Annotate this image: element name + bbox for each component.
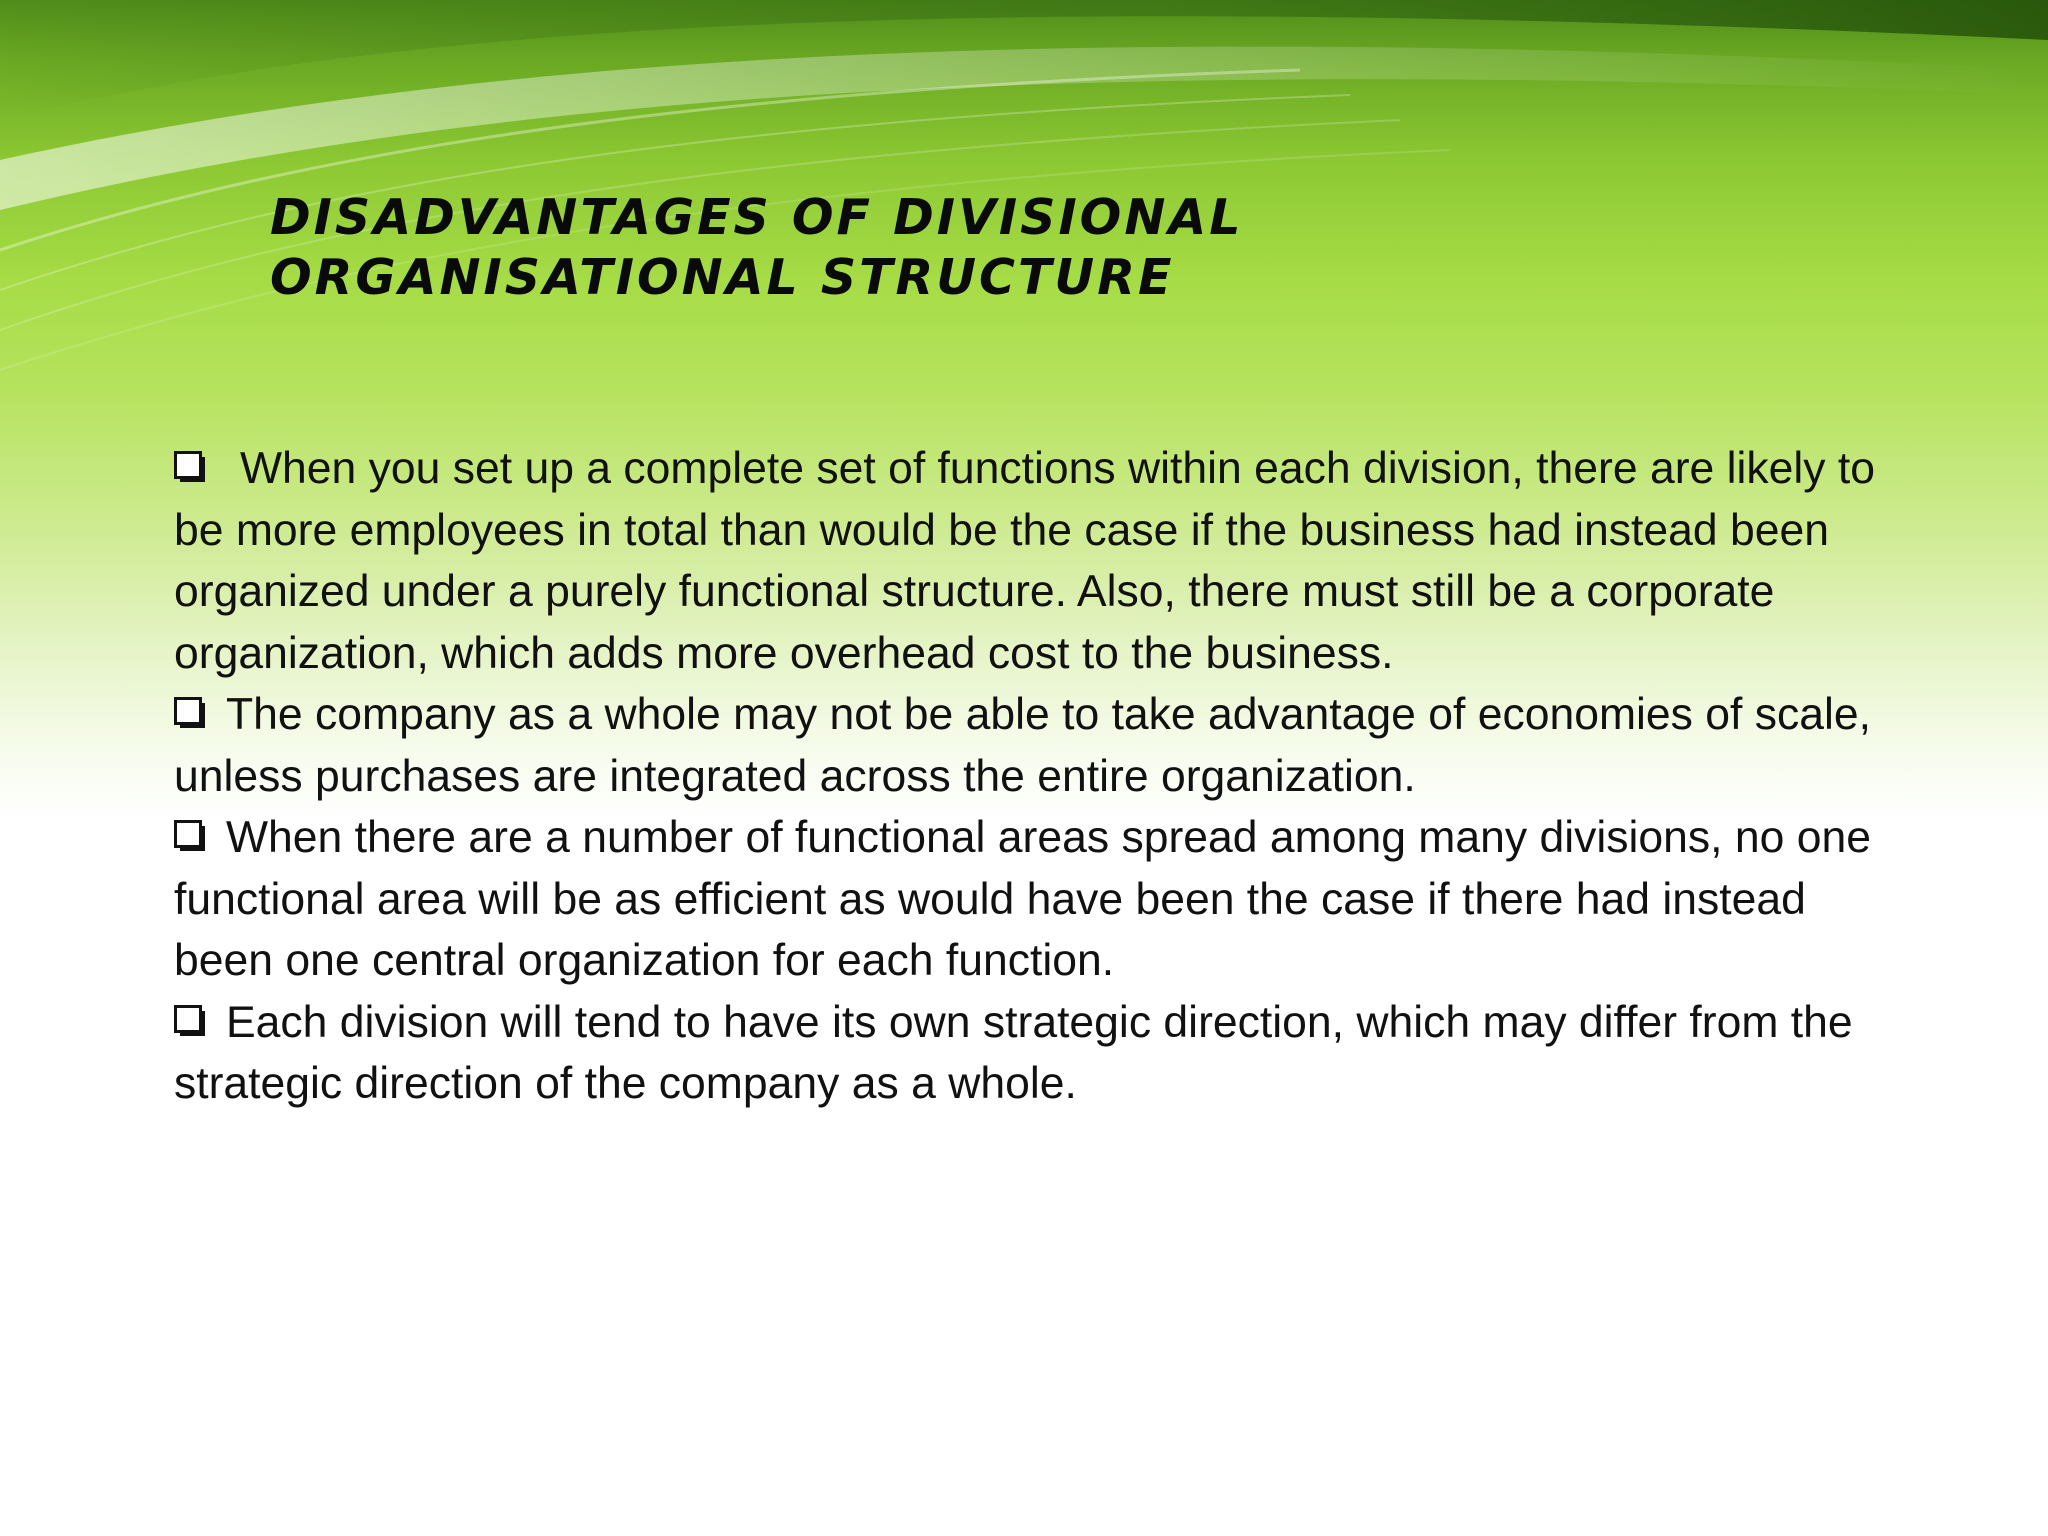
bullet-list (174, 438, 1894, 1115)
bullet-item (174, 438, 1894, 684)
bullet-text: Each division will tend to have its own strategic direction, which may differ from the strategic direction of the company as a whole. (174, 997, 1853, 1108)
checkbox-icon (174, 1005, 204, 1035)
slide-title (270, 188, 1243, 308)
bullet-item (174, 684, 1894, 807)
checkbox-icon (174, 451, 204, 481)
bullet-item (174, 807, 1894, 992)
checkbox-icon (174, 697, 204, 727)
bullet-text: The company as a whole may not be able to take advantage of economies of scale, unless purchases are integrated across the entire organization. (174, 690, 1872, 801)
bullet-text: When you set up a complete set of functions within each division, there are likely to be more employees in total than would be the case if the business had instead been organized under a purely functional structure. Also, there must still be a corporate organization, which adds more overhead cost to the business. (174, 444, 1876, 678)
checkbox-icon (174, 820, 204, 850)
title-line-2: ORGANISATIONAL STRUCTURE (270, 249, 1175, 306)
bullet-item (174, 992, 1894, 1115)
bullet-text: When there are a number of functional areas spread among many divisions, no one functional area will be as efficient as would have been the case if there had instead been one central organization for each function. (174, 813, 1871, 985)
title-line-1: DISADVANTAGES OF DIVISIONAL (270, 189, 1244, 246)
